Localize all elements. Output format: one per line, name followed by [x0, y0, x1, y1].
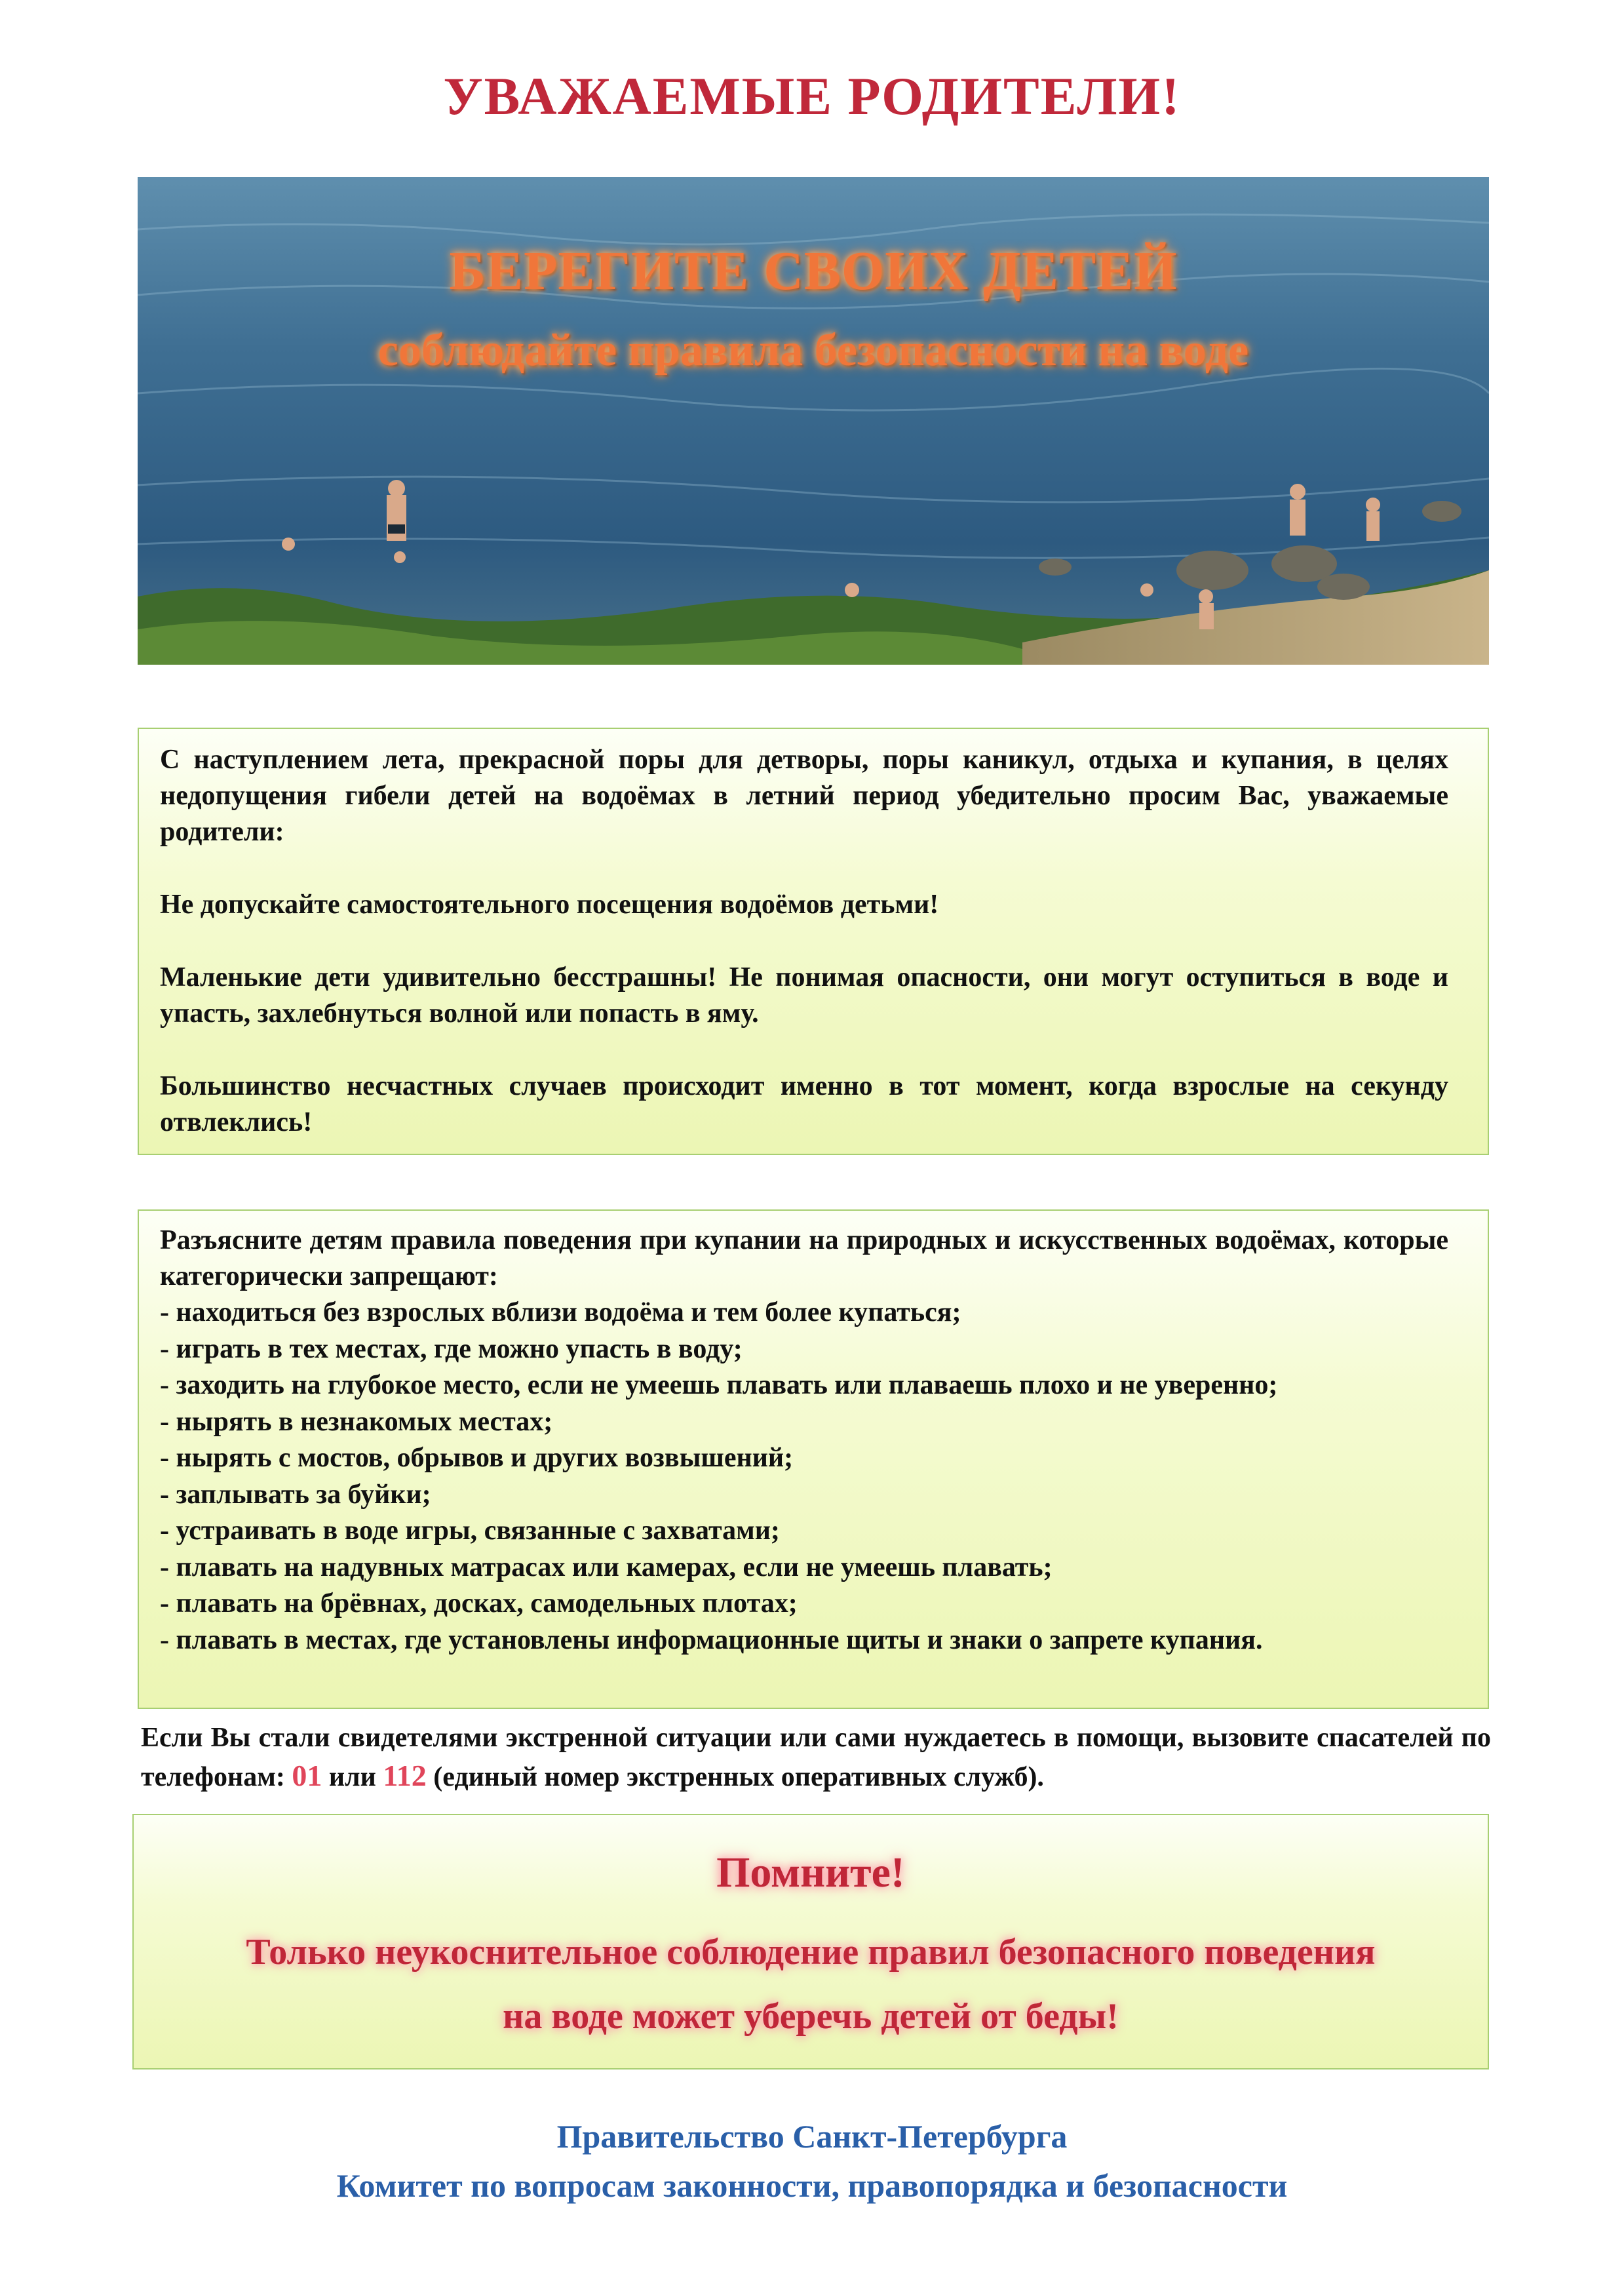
footer-committee: Комитет по вопросам законности, правопорядка и безопасности [336, 2167, 1288, 2204]
rule-item: - нырять с мостов, обрывов и других возвышений; [160, 1443, 794, 1473]
remember-title: Помните! [716, 1849, 905, 1896]
phone-number-112: 112 [383, 1759, 427, 1792]
rule-item: - устраивать в воде игры, связанные с захватами; [160, 1516, 780, 1546]
emergency-text-after: (единый номер экстренных оперативных служб). [426, 1762, 1044, 1792]
rule-item: - плавать в местах, где установлены информационные щиты и знаки о запрете купания. [160, 1624, 1263, 1655]
rule-item: - играть в тех местах, где можно упасть в воду; [160, 1333, 743, 1364]
remember-line: на воде может уберечь детей от беды! [503, 1996, 1119, 2037]
footer-government: Правительство Санкт-Петербурга [556, 2118, 1068, 2155]
intro-paragraph: Не допускайте самостоятельного посещения водоёмов детьми! [160, 890, 939, 920]
banner-title: БЕРЕГИТЕ СВОИХ ДЕТЕЙ [449, 241, 1178, 302]
rule-item: - заплывать за буйки; [160, 1479, 431, 1510]
intro-paragraph: Маленькие дети удивительно бесстрашны! Не понимая опасности, они могут оступиться в воде и упасть, захлебнуться волной или попасть в яму. [160, 962, 1448, 1029]
emergency-connector: или [322, 1762, 383, 1792]
intro-box [138, 728, 1489, 1155]
remember-message [134, 1920, 1488, 2049]
emergency-text: Если Вы стали свидетелями экстренной ситуации или сами нуждаетесь в помощи, вызовите спасателей по телефонам: [141, 1723, 1491, 1792]
banner-subtitle: соблюдайте правила безопасности на воде [377, 325, 1249, 376]
rule-item: - плавать на надувных матрасах или камерах, если не умеешь плавать; [160, 1552, 1053, 1582]
remember-line: Только неукоснительное соблюдение правил безопасного поведения [246, 1932, 1376, 1972]
banner-photo [138, 177, 1489, 665]
rule-item: - заходить на глубокое место, если не умеешь плавать или плаваешь плохо и не уверенно; [160, 1370, 1278, 1400]
rules-list [160, 1295, 1448, 1658]
rule-item: - плавать на брёвнах, досках, самодельных плотах; [160, 1588, 798, 1618]
page-title: УВАЖАЕМЫЕ РОДИТЕЛИ! [443, 66, 1181, 126]
intro-paragraph: Большинство несчастных случаев происходит именно в тот момент, когда взрослые на секунду отвлеклись! [160, 1071, 1448, 1137]
emergency-notice [141, 1719, 1491, 1796]
intro-paragraph: С наступлением лета, прекрасной поры для детворы, поры каникул, отдыха и купания, в целях недопущения гибели детей на водоёмах в летний период убедительно просим Вас, уважаемые родители: [160, 745, 1448, 847]
rules-intro: Разъясните детям правила поведения при купании на природных и искусственных водоёмах, которые категорически запрещают: [160, 1225, 1448, 1291]
rules-box [138, 1209, 1489, 1709]
rule-item: - нырять в незнакомых местах; [160, 1406, 553, 1437]
remember-box [132, 1814, 1489, 2069]
rule-item: - находиться без взрослых вблизи водоёма и тем более купаться; [160, 1297, 961, 1327]
phone-number-01: 01 [292, 1759, 322, 1792]
